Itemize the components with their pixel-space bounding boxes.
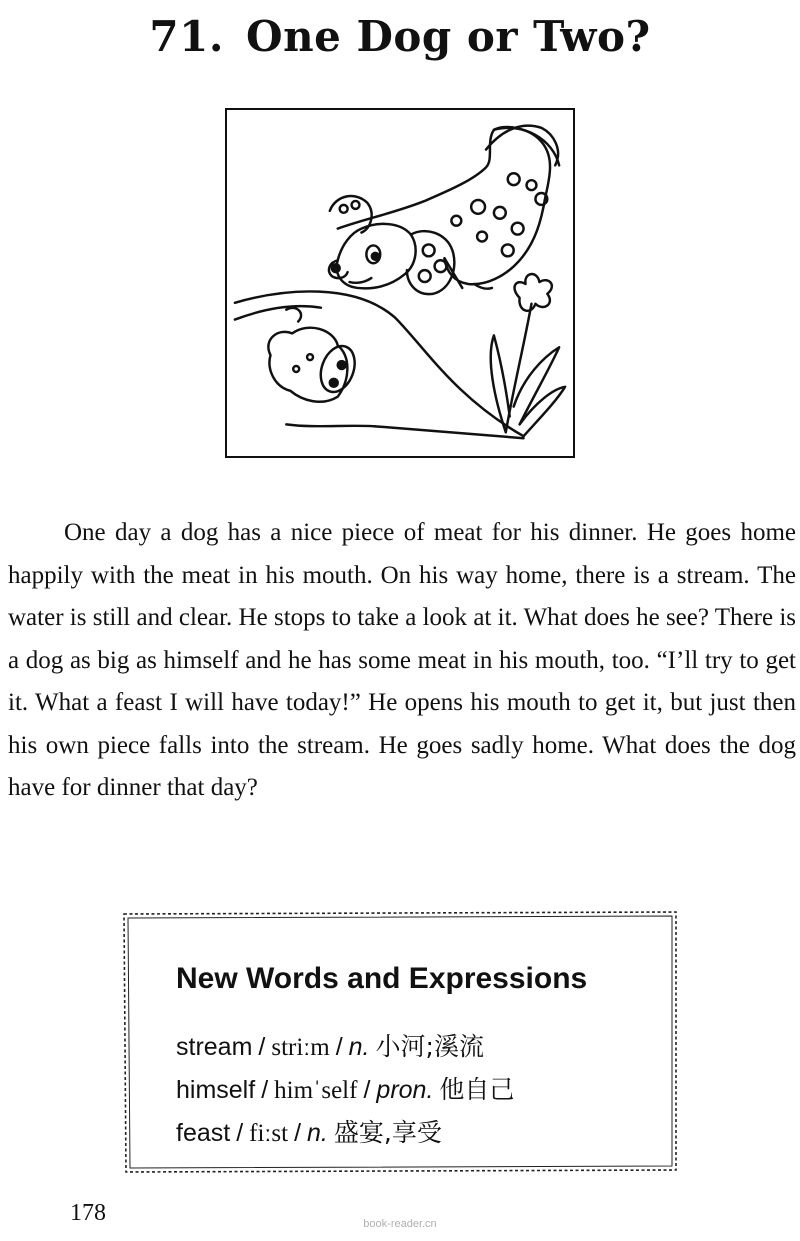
entry-phonetic: striːm bbox=[271, 1034, 330, 1061]
story-paragraph: One day a dog has a nice piece of meat for his dinner. He goes home happily with the meat in his mouth. On his way home, there is a stream. The water is still and clear. He stops to take a look at it. What does he see? There is a dog as big as himself and he has some meat in his mouth, too. “I’ll try to get it. What a feast I will have today!” He opens his mouth to get it, but just then his own piece falls into the stream. He goes sadly home. What does the dog have for dinner that day? bbox=[8, 519, 796, 801]
entry-meaning: 小河;溪流 bbox=[375, 1032, 484, 1061]
page-number: 178 bbox=[70, 1200, 106, 1226]
watermark: book-reader.cn bbox=[363, 1218, 437, 1230]
vocabulary-entry: stream / striːm / n. 小河;溪流 bbox=[176, 1032, 484, 1061]
lesson-title-text: One Dog or Two? bbox=[246, 12, 651, 61]
entry-part-of-speech: n. bbox=[307, 1119, 328, 1147]
entry-part-of-speech: n. bbox=[348, 1033, 370, 1061]
entry-word: feast bbox=[176, 1119, 231, 1147]
vocabulary-list bbox=[176, 1026, 514, 1155]
entry-word: stream bbox=[176, 1033, 253, 1061]
lesson-title bbox=[0, 12, 800, 61]
vocabulary-entry: feast / fiːst / n. 盛宴,享受 bbox=[176, 1118, 442, 1147]
vocabulary-entry: himself / himˈself / pron. 他自己 bbox=[176, 1075, 515, 1104]
lesson-number: 71. bbox=[149, 12, 224, 61]
entry-word: himself bbox=[176, 1076, 256, 1104]
entry-phonetic: himˈself bbox=[274, 1077, 358, 1104]
entry-meaning: 盛宴,享受 bbox=[333, 1118, 442, 1147]
vocabulary-title: New Words and Expressions bbox=[176, 962, 588, 995]
vocabulary-box bbox=[120, 908, 680, 1176]
entry-phonetic: fiːst bbox=[249, 1120, 289, 1147]
entry-meaning: 他自己 bbox=[439, 1075, 515, 1104]
entry-part-of-speech: pron. bbox=[376, 1076, 434, 1104]
dog-illustration bbox=[225, 108, 575, 458]
